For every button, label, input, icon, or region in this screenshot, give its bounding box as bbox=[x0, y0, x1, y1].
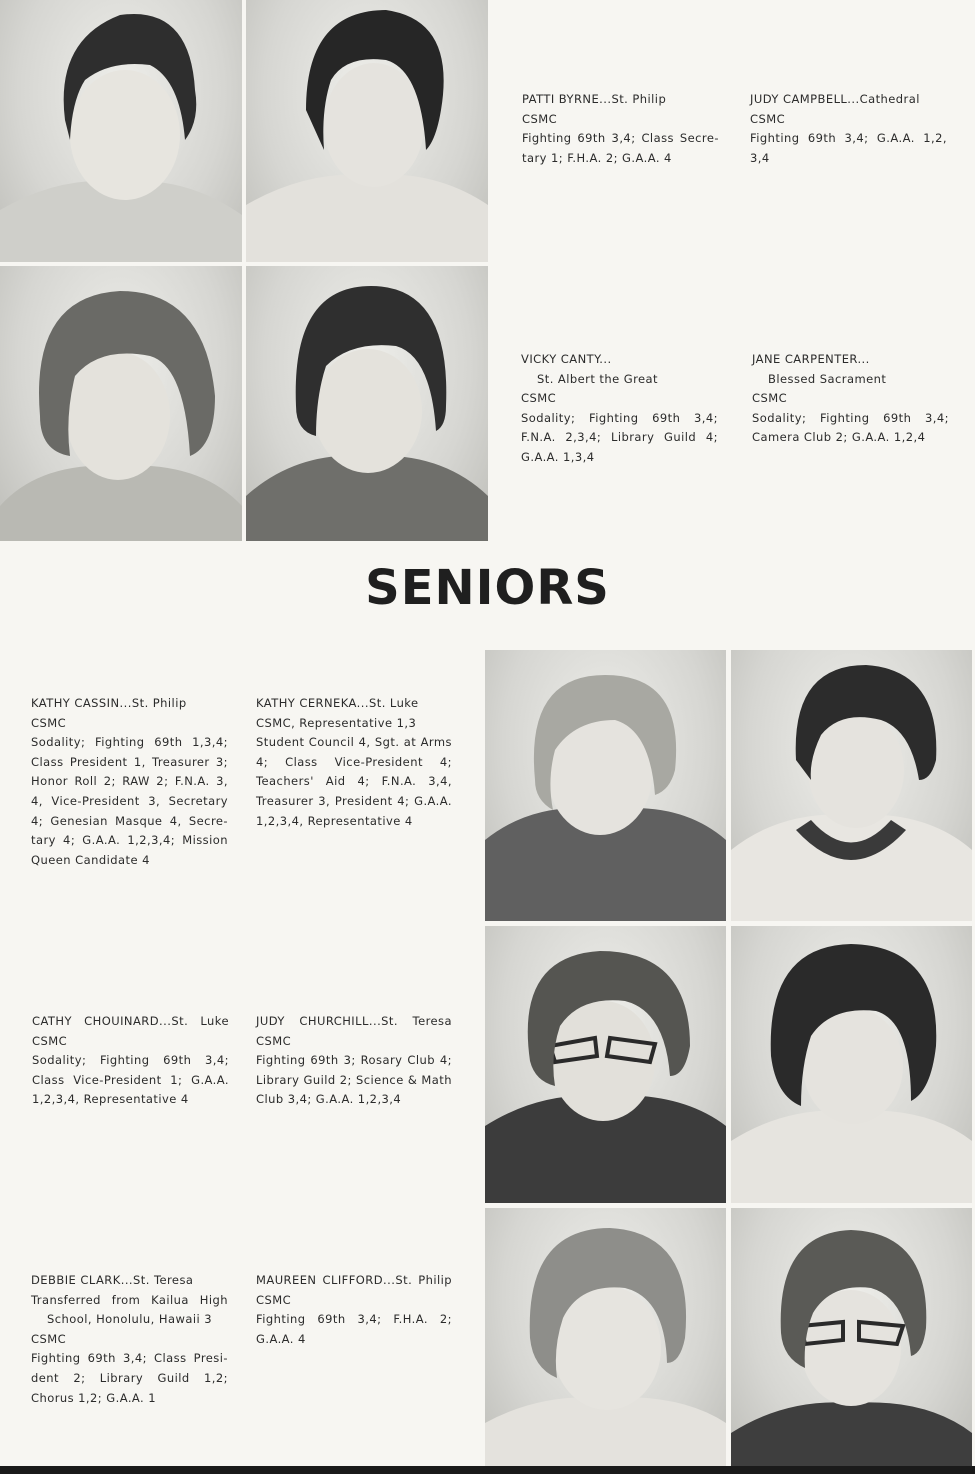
portrait-cathy-chouinard bbox=[485, 926, 726, 1203]
bio-line: Library Guild 2; Science & Math bbox=[256, 1072, 452, 1087]
bio-maureen-clifford bbox=[256, 1271, 452, 1349]
bio-line: Sodality; Fighting 69th 1,3,4; bbox=[31, 735, 228, 750]
bio-line: KATHY CASSIN...St. Philip bbox=[31, 696, 187, 710]
bio-line: MAUREEN CLIFFORD...St. Philip bbox=[256, 1273, 452, 1287]
portrait-image bbox=[731, 1208, 972, 1466]
bio-line: Class Vice-President 1; G.A.A. bbox=[32, 1072, 229, 1087]
bio-line: JUDY CHURCHILL...St. Teresa bbox=[256, 1014, 452, 1028]
portrait-debbie-clark bbox=[485, 1208, 726, 1466]
portrait-kathy-cassin bbox=[485, 650, 726, 921]
bio-line: CSMC bbox=[31, 1331, 67, 1346]
bottom-edge bbox=[0, 1466, 975, 1474]
portrait-image bbox=[246, 266, 488, 541]
bio-line: Blessed Sacrament bbox=[768, 371, 887, 386]
bio-line: JUDY CAMPBELL...Cathedral bbox=[750, 92, 920, 106]
portrait-image bbox=[485, 1208, 726, 1466]
portrait-image bbox=[731, 650, 972, 921]
portrait-judy-churchill bbox=[731, 926, 972, 1203]
page-title: SENIORS bbox=[365, 560, 610, 616]
bio-line: dent 2; Library Guild 1,2; bbox=[31, 1370, 228, 1385]
portrait-vicky-canty bbox=[0, 266, 242, 541]
bio-line: CSMC bbox=[752, 391, 788, 406]
bio-line: Camera Club 2; G.A.A. 1,2,4 bbox=[752, 430, 926, 445]
bio-line: Fighting 69th 3,4; Class Presi- bbox=[31, 1351, 228, 1366]
bio-line: 4; Class Vice-President 4; bbox=[256, 754, 452, 769]
portrait-maureen-clifford bbox=[731, 1208, 972, 1466]
bio-line: Sodality; Fighting 69th 3,4; bbox=[752, 410, 949, 425]
bio-line: 3,4 bbox=[750, 150, 770, 165]
bio-line: KATHY CERNEKA...St. Luke bbox=[256, 696, 419, 710]
bio-line: 1,2,3,4, Representative 4 bbox=[256, 813, 413, 828]
portrait-image bbox=[485, 926, 726, 1203]
bio-line: tary 4; G.A.A. 1,2,3,4; Mission bbox=[31, 833, 228, 848]
bio-line: PATTI BYRNE...St. Philip bbox=[522, 92, 667, 106]
bio-line: CSMC bbox=[521, 391, 557, 406]
bio-line: tary 1; F.H.A. 2; G.A.A. 4 bbox=[522, 150, 672, 165]
portrait-image bbox=[0, 266, 242, 541]
bio-kathy-cassin bbox=[31, 694, 228, 870]
bio-line: CSMC bbox=[256, 1292, 292, 1307]
bio-line: Sodality; Fighting 69th 3,4; bbox=[32, 1053, 229, 1068]
portrait-judy-campbell bbox=[246, 0, 488, 262]
bio-line: Class President 1, Treasurer 3; bbox=[31, 754, 228, 769]
portrait-image bbox=[0, 0, 242, 262]
bio-line: Fighting 69th 3,4; F.H.A. 2; bbox=[256, 1312, 452, 1327]
bio-debbie-clark bbox=[31, 1271, 228, 1408]
bio-kathy-cerneka bbox=[256, 694, 452, 831]
bio-line: Student Council 4, Sgt. at Arms bbox=[256, 735, 452, 750]
bio-judy-churchill bbox=[256, 1012, 452, 1110]
bio-line: CSMC bbox=[31, 715, 67, 730]
bio-vicky-canty bbox=[521, 350, 718, 468]
bio-line: Club 3,4; G.A.A. 1,2,3,4 bbox=[256, 1092, 402, 1107]
bio-line: St. Albert the Great bbox=[537, 371, 658, 386]
bio-line: Transferred from Kailua High bbox=[31, 1292, 228, 1307]
bio-line: F.N.A. 2,3,4; Library Guild 4; bbox=[521, 430, 718, 445]
portrait-kathy-cerneka bbox=[731, 650, 972, 921]
bio-line: CSMC bbox=[32, 1033, 68, 1048]
bio-line: G.A.A. 4 bbox=[256, 1331, 306, 1346]
bio-line: Sodality; Fighting 69th 3,4; bbox=[521, 410, 718, 425]
bio-jane-carpenter bbox=[752, 350, 949, 448]
bio-line: DEBBIE CLARK...St. Teresa bbox=[31, 1273, 194, 1287]
bio-line: Queen Candidate 4 bbox=[31, 852, 150, 867]
bio-line: CSMC bbox=[522, 111, 558, 126]
portrait-image bbox=[246, 0, 488, 262]
bio-line: CATHY CHOUINARD...St. Luke bbox=[32, 1014, 229, 1028]
bio-line: Treasurer 3, President 4; G.A.A. bbox=[256, 793, 452, 808]
bio-line: CSMC, Representative 1,3 bbox=[256, 715, 417, 730]
bio-line: School, Honolulu, Hawaii 3 bbox=[47, 1312, 212, 1327]
bio-line: Honor Roll 2; RAW 2; F.N.A. 3, bbox=[31, 774, 228, 789]
bio-line: CSMC bbox=[256, 1033, 292, 1048]
bio-line: Teachers' Aid 4; F.N.A. 3,4, bbox=[256, 774, 452, 789]
portrait-patti-byrne bbox=[0, 0, 242, 262]
portrait-image bbox=[731, 926, 972, 1203]
bio-cathy-chouinard bbox=[32, 1012, 229, 1110]
bio-line: Fighting 69th 3,4; Class Secre- bbox=[522, 131, 719, 146]
bio-line: 4, Vice-President 3, Secretary bbox=[31, 793, 228, 808]
bio-line: 4; Genesian Masque 4, Secre- bbox=[31, 813, 228, 828]
bio-line: VICKY CANTY... bbox=[521, 352, 612, 366]
bio-line: Fighting 69th 3; Rosary Club 4; bbox=[256, 1053, 452, 1068]
bio-line: G.A.A. 1,3,4 bbox=[521, 449, 595, 464]
portrait-jane-carpenter bbox=[246, 266, 488, 541]
bio-patti-byrne bbox=[522, 90, 719, 168]
bio-judy-campbell bbox=[750, 90, 947, 168]
bio-line: JANE CARPENTER... bbox=[752, 352, 870, 366]
portrait-image bbox=[485, 650, 726, 921]
bio-line: CSMC bbox=[750, 111, 786, 126]
bio-line: Fighting 69th 3,4; G.A.A. 1,2, bbox=[750, 131, 947, 146]
bio-line: 1,2,3,4, Representative 4 bbox=[32, 1092, 189, 1107]
bio-line: Chorus 1,2; G.A.A. 1 bbox=[31, 1390, 157, 1405]
